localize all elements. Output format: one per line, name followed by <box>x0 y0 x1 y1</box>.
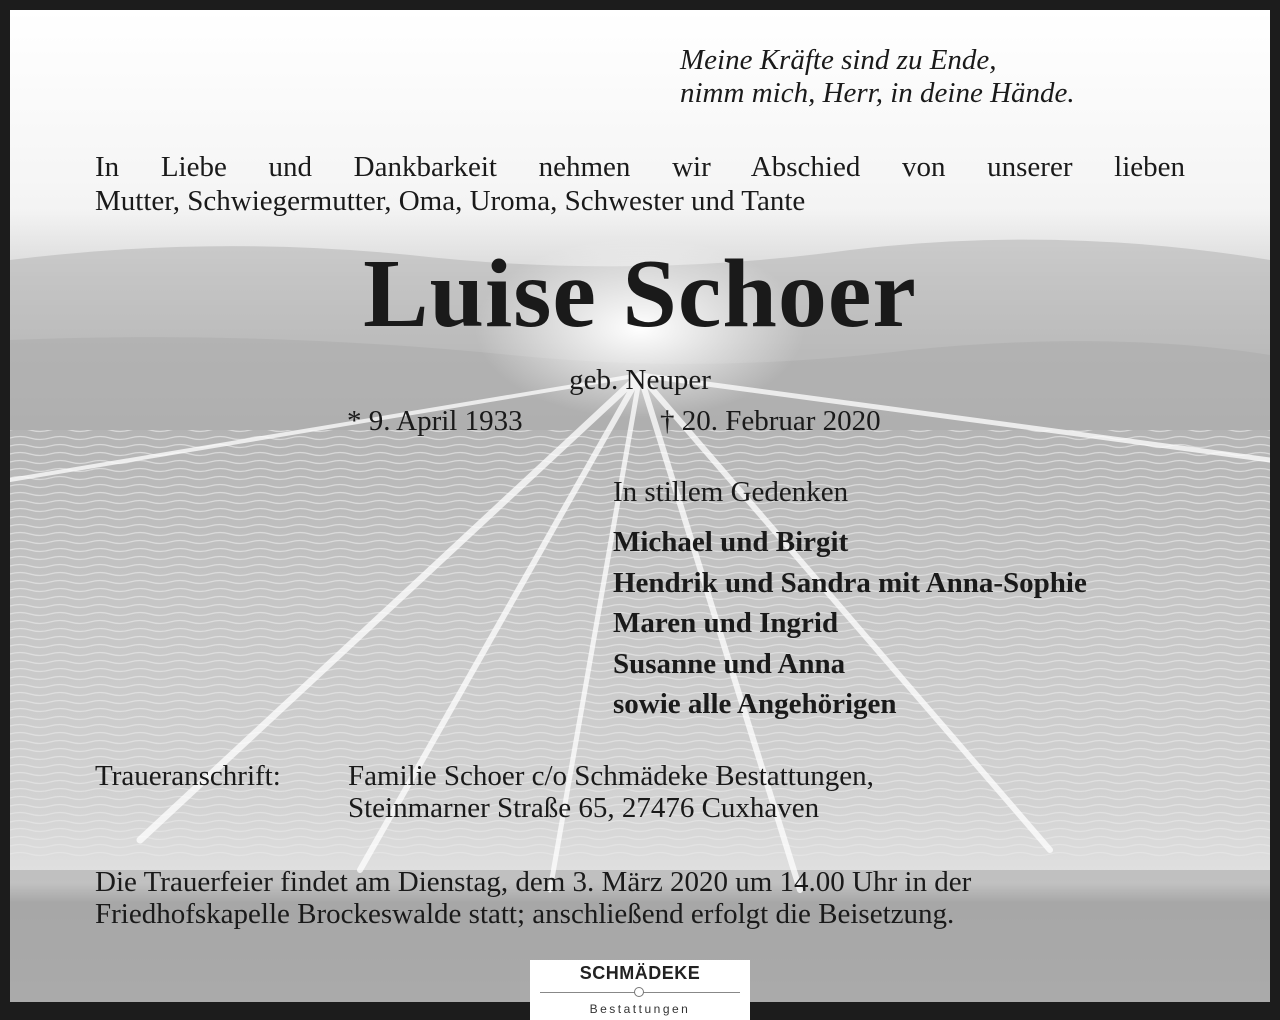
mourner-entry: Maren und Ingrid <box>613 607 839 639</box>
intro-line: Mutter, Schwiegermutter, Oma, Uroma, Schwester und Tante <box>95 185 806 217</box>
mourner-entry: Michael und Birgit <box>613 526 849 558</box>
quote-line: Meine Kräfte sind zu Ende, <box>680 44 997 76</box>
mourner-entry: Susanne und Anna <box>613 647 846 680</box>
death-date: † 20. Februar 2020 <box>660 405 881 437</box>
address-label: Traueranschrift: <box>95 760 281 792</box>
birth-date: * 9. April 1933 <box>347 405 523 437</box>
logo-ornament-icon <box>634 987 644 997</box>
memory-heading: In stillem Gedenken <box>613 476 849 508</box>
service-info <box>95 866 1185 930</box>
deceased-name: Luise Schoer <box>363 240 917 348</box>
funeral-home-logo <box>530 960 750 1020</box>
address-line: Steinmarner Straße 65, 27476 Cuxhaven <box>348 792 820 824</box>
logo-name: SCHMÄDEKE <box>579 963 701 983</box>
mourner-entry: Hendrik und Sandra mit Anna-Sophie <box>613 566 1087 599</box>
intro-line: In Liebe und Dankbarkeit nehmen wir Abschied von unserer lieben <box>95 151 1185 183</box>
address-line: Familie Schoer c/o Schmädeke Bestattungen, <box>348 760 874 792</box>
quote-verse <box>680 44 1075 110</box>
mourner-entry: sowie alle Angehörigen <box>613 688 897 720</box>
service-line: Friedhofskapelle Brockeswalde statt; anschließend erfolgt die Beisetzung. <box>95 898 955 930</box>
mourners-list <box>613 522 1087 725</box>
quote-line: nimm mich, Herr, in deine Hände. <box>680 77 1075 109</box>
intro-text <box>95 150 1185 218</box>
service-line: Die Trauerfeier findet am Dienstag, dem 3. März 2020 um 14.00 Uhr in der <box>95 866 972 898</box>
birth-name: geb. Neuper <box>569 364 711 396</box>
logo-subtitle: Bestattungen <box>589 1002 691 1016</box>
